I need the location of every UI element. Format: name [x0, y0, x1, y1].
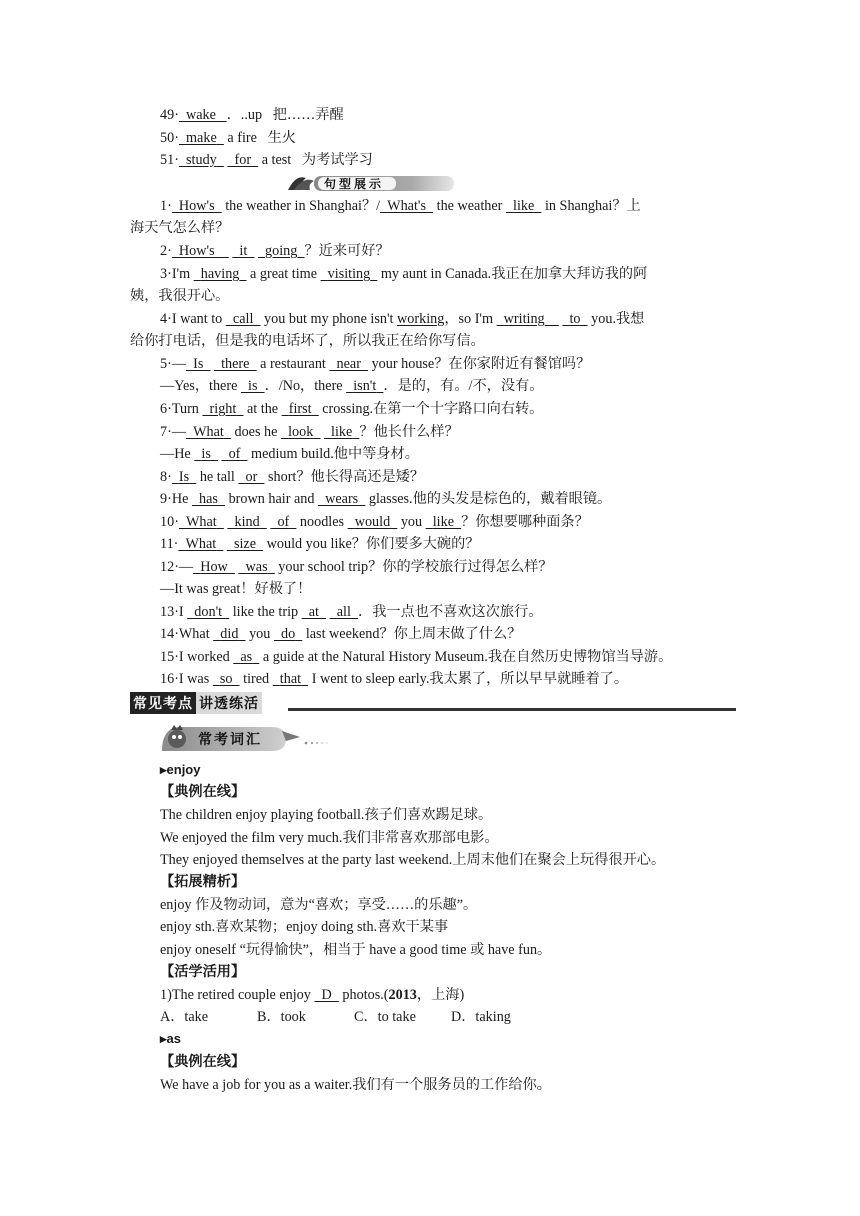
sentence-8: 8· Is he tall or short？他长得高还是矮？	[160, 469, 425, 485]
section-bar	[130, 692, 736, 714]
enjoy-example-3: They enjoyed themselves at the party last weekend.上周末他们在聚会上玩得很开心。	[160, 852, 666, 868]
sentence-5: 5·— Is there a restaurant near your house？在你家附近有餐馆吗？	[160, 356, 591, 372]
section-divider	[288, 708, 736, 711]
sentence-5b: —Yes，there is ．/No，there isn't ．是的，有。/不，没有。	[160, 378, 544, 394]
vocab-line-49: 49· wake ．..up 把……弄醒	[160, 107, 344, 123]
sentence-7b: —He is of medium build.他中等身材。	[160, 446, 419, 462]
answer-blank: D	[321, 987, 332, 1003]
sentence-3: 3·I'm having a great time visiting my aunt in Canada.我正在加拿大拜访我的阿	[160, 266, 648, 282]
enjoy-extension-label: 【拓展精析】	[160, 874, 246, 890]
sentence-16: 16·I was so tired that I went to sleep early.我太累了，所以早早就睡着了。	[160, 671, 629, 687]
sentence-banner-title: 句型展示	[324, 177, 385, 191]
vocab-line-51: 51· study for a test 为考试学习	[160, 152, 373, 168]
enjoy-extension-1: enjoy 作及物动词，意为“喜欢；享受……的乐趣”。	[160, 897, 478, 913]
as-example-label: 【典例在线】	[160, 1054, 246, 1070]
sentence-14: 14·What did you do last weekend？你上周末做了什么？	[160, 626, 522, 642]
option-c: C．to take	[354, 1009, 416, 1025]
enjoy-extension-3: enjoy oneself “玩得愉快”，相当于 have a good time 或 have fun。	[160, 942, 552, 958]
enjoy-heading: ▸enjoy	[160, 762, 201, 777]
sentence-11: 11· What size would you like？你们要多大碗的？	[160, 536, 480, 552]
vocab-line-50: 50· make a fire 生火	[160, 130, 296, 146]
as-heading: ▸as	[160, 1031, 181, 1046]
sentence-1: 1· How's the weather in Shanghai？/ What's the weather like in Shanghai？上	[160, 198, 641, 214]
as-example-1: We have a job for you as a waiter.我们有一个服务员的工作给你。	[160, 1077, 551, 1093]
vocab-banner	[160, 723, 336, 753]
sentence-6: 6·Turn right at the first crossing.在第一个十字路口向右转。	[160, 401, 544, 417]
section-bar-dark-label: 常见考点	[130, 692, 196, 714]
sentence-4-cont: 给你打电话，但是我的电话坏了，所以我正在给你写信。	[130, 333, 485, 349]
enjoy-example-label: 【典例在线】	[160, 784, 246, 800]
enjoy-question-1: 1)The retired couple enjoy D photos.(2013，上海)	[160, 987, 465, 1003]
enjoy-example-2: We enjoyed the film very much.我们非常喜欢那部电影。	[160, 830, 499, 846]
sentence-9: 9·He has brown hair and wears glasses.他的头发是棕色的，戴着眼镜。	[160, 491, 612, 507]
option-b: B．took	[257, 1009, 306, 1025]
sentence-12: 12·— How was your school trip？你的学校旅行过得怎么样？	[160, 559, 553, 575]
option-a: A．take	[160, 1009, 209, 1025]
answer-blank: wake	[186, 107, 216, 123]
vocab-banner-title: 常考词汇	[198, 732, 262, 748]
enjoy-options	[160, 1007, 511, 1027]
sentence-3-cont: 姨，我很开心。	[130, 288, 230, 304]
section-bar-light-label: 讲透练活	[196, 692, 262, 714]
sentence-7: 7·— What does he look like ？他长什么样？	[160, 424, 459, 440]
sentence-12b: —It was great！好极了！	[160, 581, 312, 597]
sentence-15: 15·I worked as a guide at the Natural History Museum.我在自然历史博物馆当导游。	[160, 649, 673, 665]
sentence-4: 4·I want to call you but my phone isn't working，so I'm writing to you.我想	[160, 311, 645, 327]
sentence-13: 13·I don't like the trip at all ．我一点也不喜欢这次旅行。	[160, 604, 543, 620]
sentence-banner	[284, 172, 462, 199]
sentence-1-cont: 海天气怎么样？	[130, 220, 230, 236]
option-d: D．taking	[451, 1009, 511, 1025]
sentence-2: 2· How's it going ？近来可好？	[160, 243, 390, 259]
enjoy-example-1: The children enjoy playing football.孩子们喜欢踢足球。	[160, 807, 493, 823]
sentence-10: 10· What kind of noodles would you like ？你想要哪种面条？	[160, 514, 589, 530]
enjoy-practice-label: 【活学活用】	[160, 964, 246, 980]
answer-blank: make	[186, 130, 217, 146]
enjoy-extension-2: enjoy sth.喜欢某物；enjoy doing sth.喜欢干某事	[160, 919, 449, 935]
